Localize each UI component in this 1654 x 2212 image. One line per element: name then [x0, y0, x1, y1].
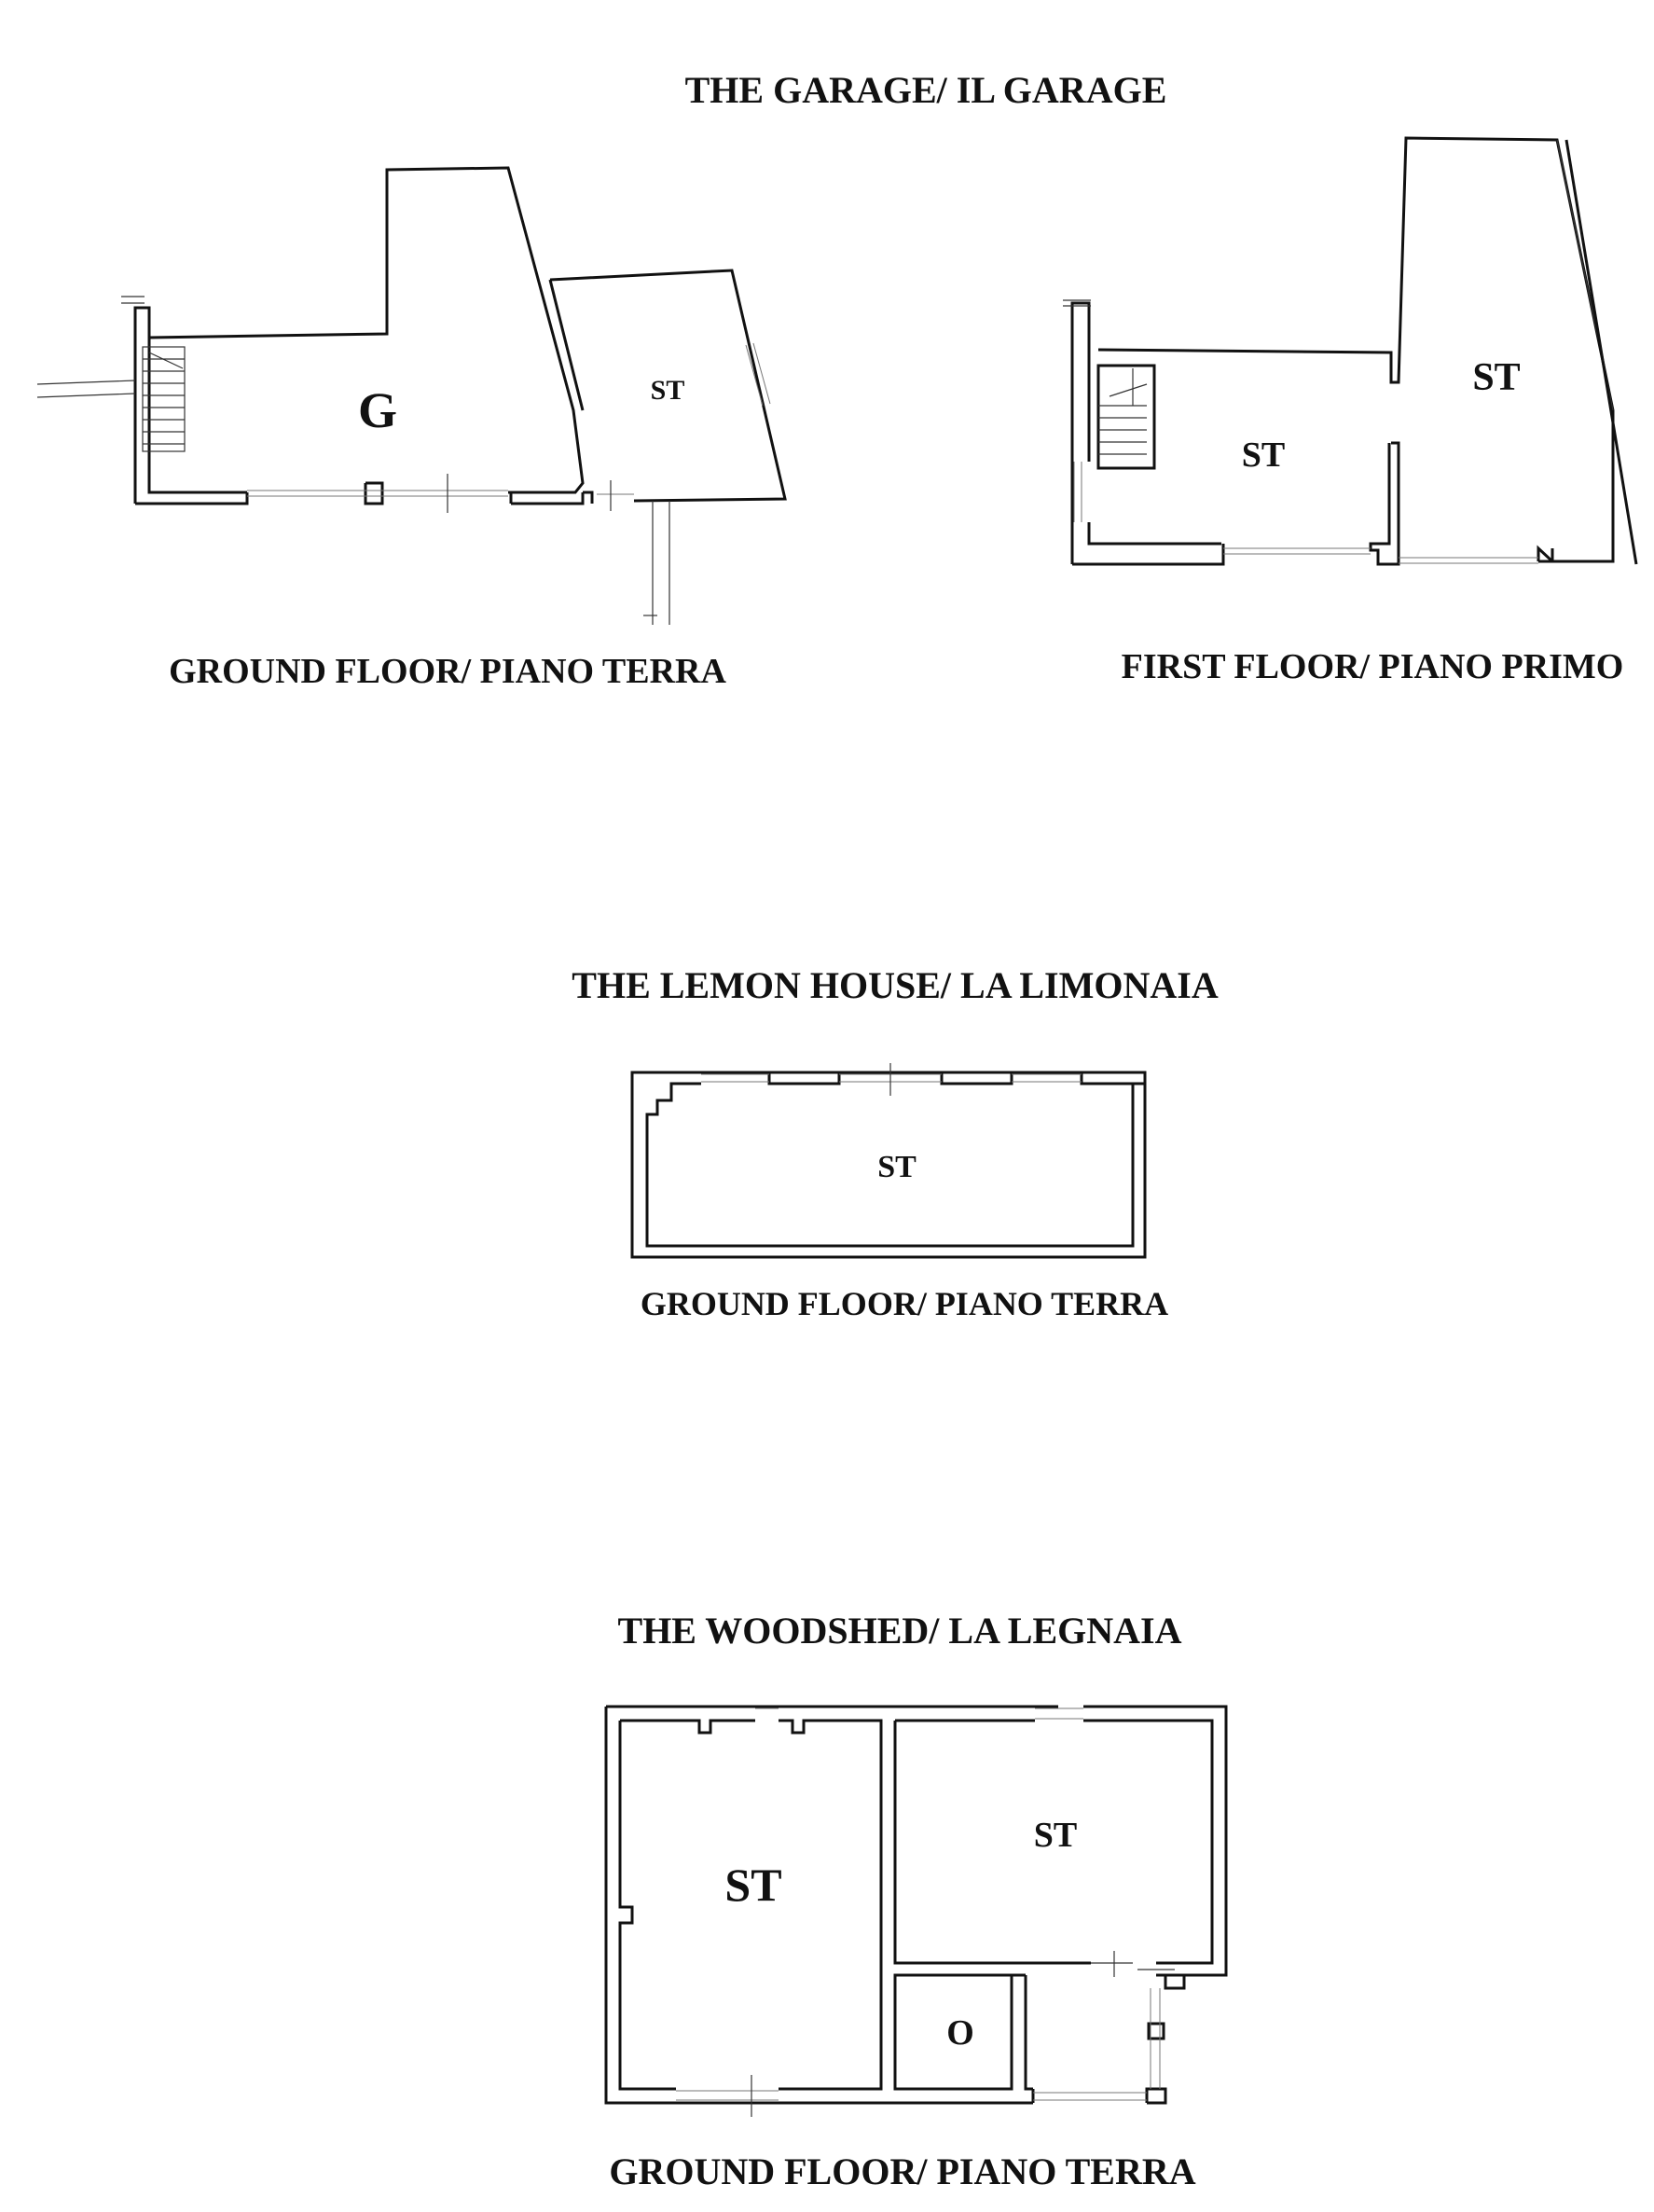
garage-ground-floor-plan [37, 168, 785, 625]
lemon-house-ground-floor-plan [632, 1063, 1145, 1257]
woodshed-room-st-small: ST [1033, 1816, 1078, 1855]
garage-first-room-st-right: ST [1472, 356, 1521, 399]
garage-ground-room-g: G [357, 382, 398, 438]
lemon-house-title: THE LEMON HOUSE/ LA LIMONAIA [572, 964, 1219, 1006]
garage-first-stairs [1098, 366, 1154, 468]
woodshed-ground-floor-plan [606, 1707, 1226, 2117]
woodshed-room-o: O [946, 2013, 974, 2053]
lemon-house-section [572, 964, 1219, 1322]
garage-title: THE GARAGE/ IL GARAGE [684, 69, 1167, 111]
garage-ground-room-st: ST [650, 375, 685, 406]
woodshed-title: THE WOODSHED/ LA LEGNAIA [617, 1610, 1182, 1652]
garage-first-caption: FIRST FLOOR/ PIANO PRIMO [1121, 647, 1624, 686]
woodshed-section [606, 1610, 1226, 2192]
garage-first-floor-plan [1063, 138, 1636, 564]
woodshed-room-st-large: ST [724, 1859, 782, 1911]
woodshed-ground-caption: GROUND FLOOR/ PIANO TERRA [609, 2150, 1196, 2192]
lemon-house-room-st: ST [877, 1150, 917, 1184]
garage-first-room-st-left: ST [1241, 435, 1286, 475]
lemon-house-ground-caption: GROUND FLOOR/ PIANO TERRA [640, 1285, 1169, 1322]
garage-ground-caption: GROUND FLOOR/ PIANO TERRA [169, 652, 726, 691]
garage-section [37, 69, 1636, 691]
